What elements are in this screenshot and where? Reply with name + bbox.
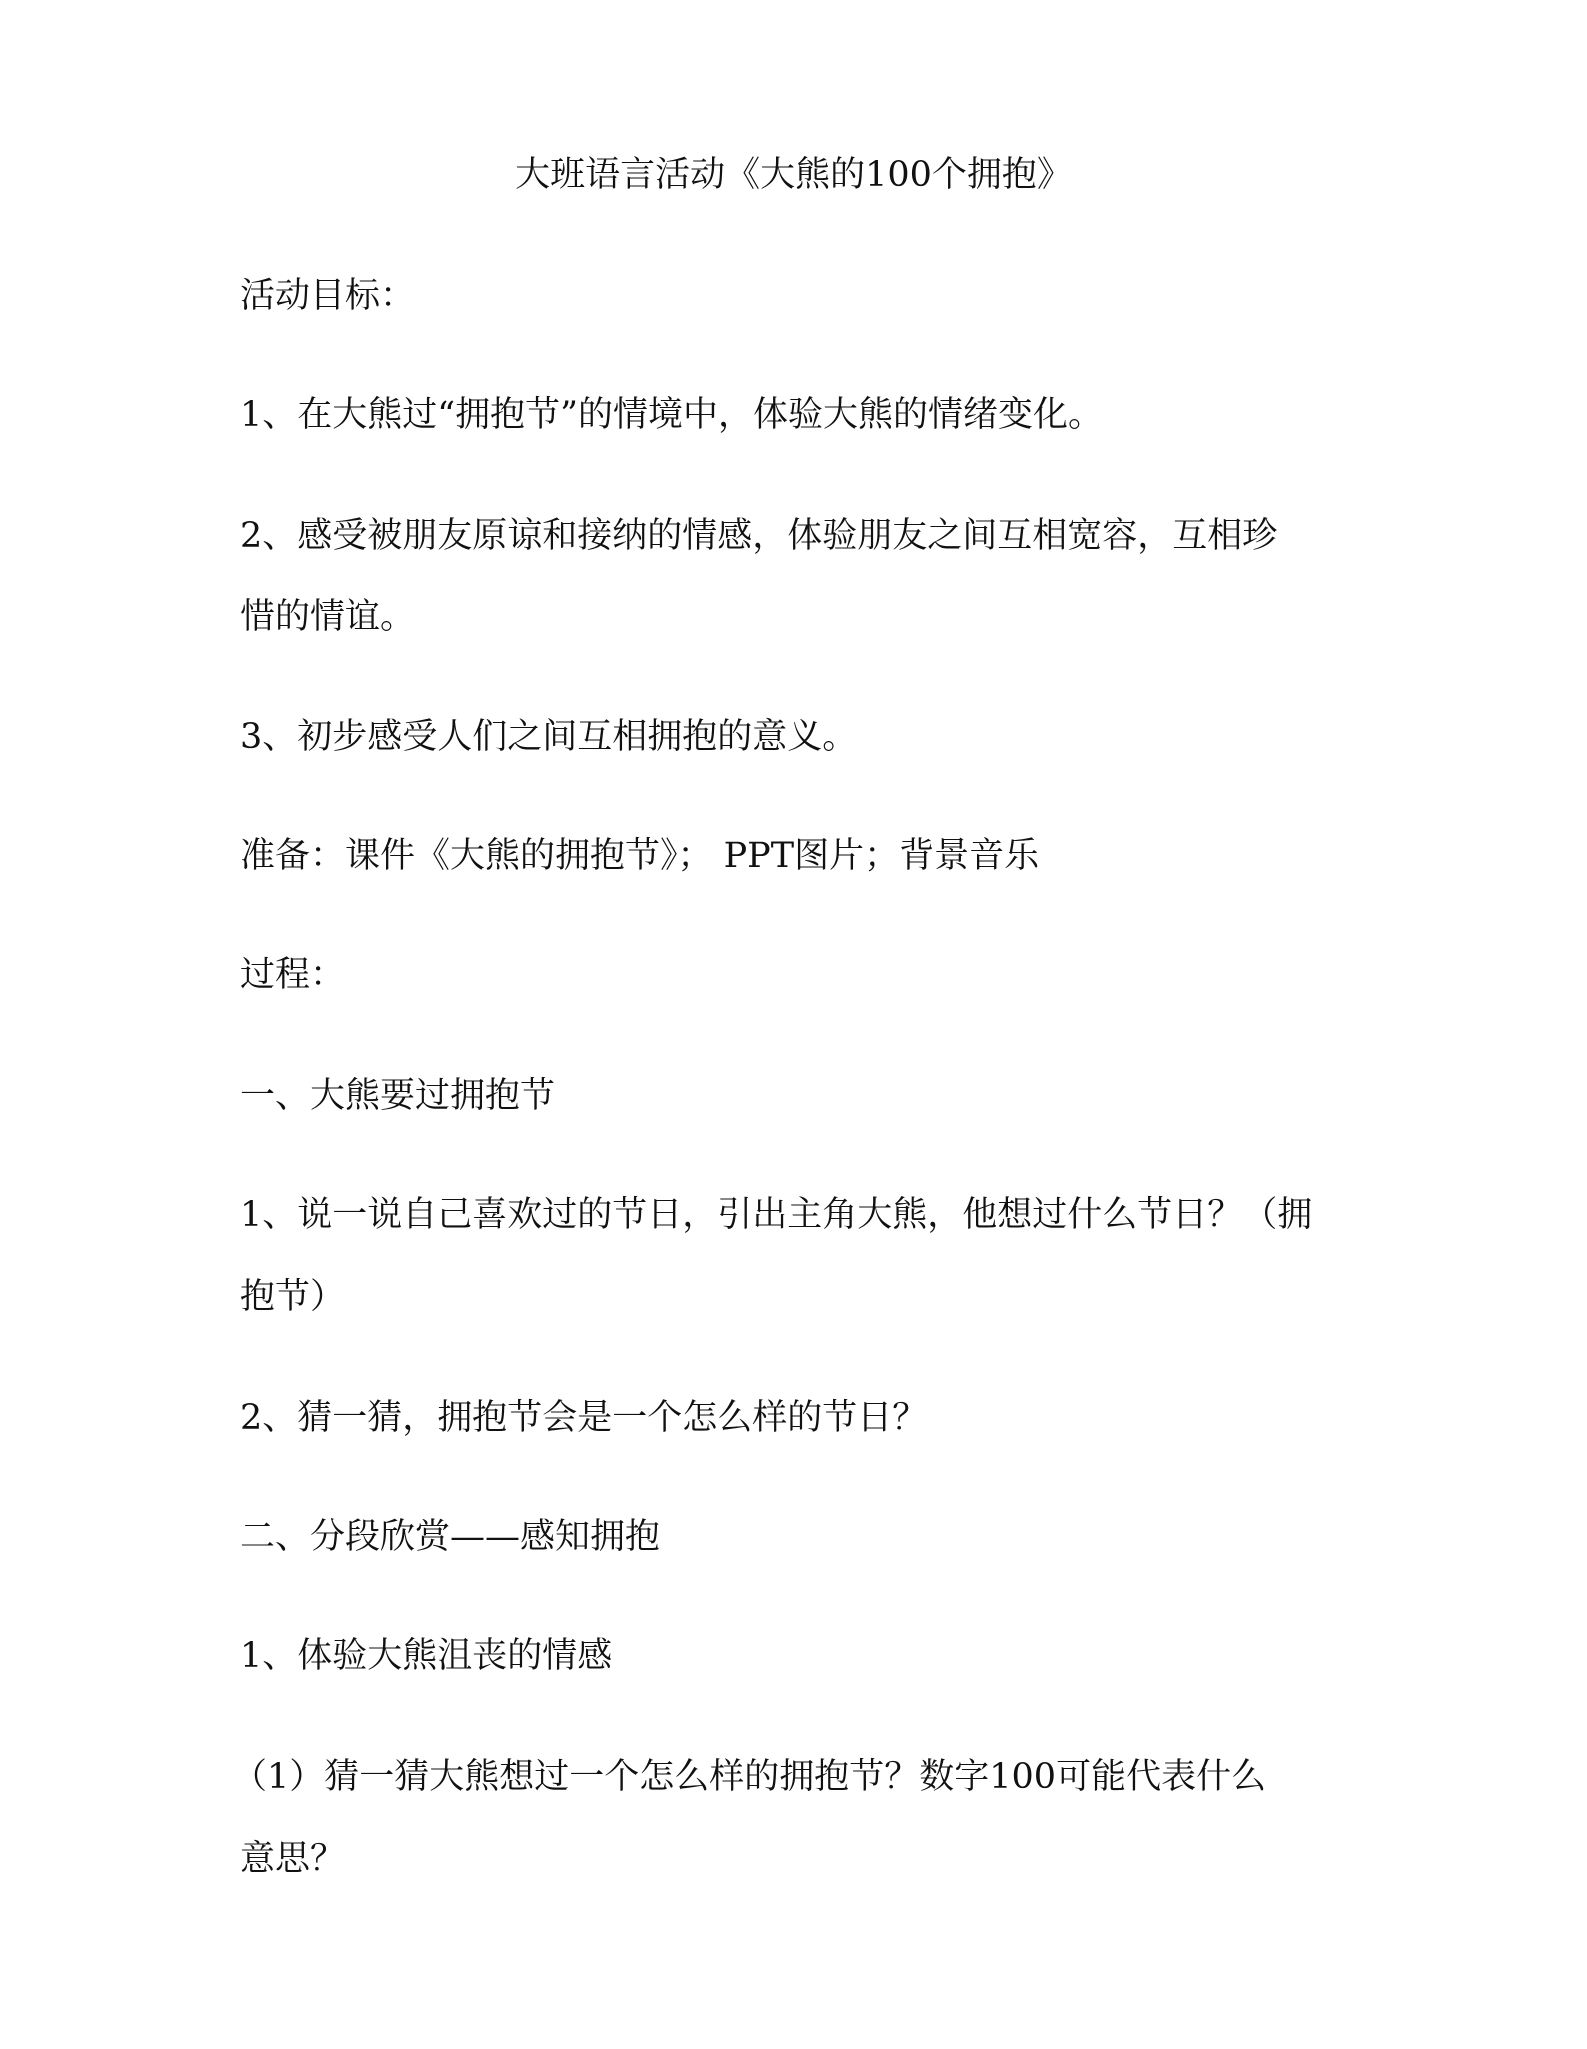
paragraph-line: 活动目标： <box>240 276 416 316</box>
paragraph-line: 意思？ <box>240 1839 346 1879</box>
paragraph-line: 抱节） <box>240 1277 346 1317</box>
paragraph-line: 一、大熊要过拥抱节 <box>240 1076 556 1116</box>
paragraph-line: 1、说一说自己喜欢过的节日，引出主角大熊，他想过什么节日？（拥 <box>240 1195 1313 1235</box>
paragraph-line: 2、猜一猜，拥抱节会是一个怎么样的节日？ <box>240 1398 928 1438</box>
paragraph-line: 二、分段欣赏——感知拥抱 <box>240 1517 661 1557</box>
paragraph-line: 准备：课件《大熊的拥抱节》； PPT图片；背景音乐 <box>240 836 1040 876</box>
paragraph-line: 1、体验大熊沮丧的情感 <box>240 1636 613 1676</box>
paragraph-line: 1、在大熊过“拥抱节”的情境中，体验大熊的情绪变化。 <box>240 395 1104 435</box>
document-title: 大班语言活动《大熊的100个拥抱》 <box>515 155 1072 195</box>
paragraph-line: （1）猜一猜大熊想过一个怎么样的拥抱节？数字100可能代表什么 <box>232 1757 1267 1797</box>
paragraph-line: 3、初步感受人们之间互相拥抱的意义。 <box>240 717 858 757</box>
paragraph-line: 2、感受被朋友原谅和接纳的情感，体验朋友之间互相宽容，互相珍 <box>240 516 1278 556</box>
paragraph-line: 过程： <box>240 955 346 995</box>
paragraph-line: 惜的情谊。 <box>240 597 416 637</box>
